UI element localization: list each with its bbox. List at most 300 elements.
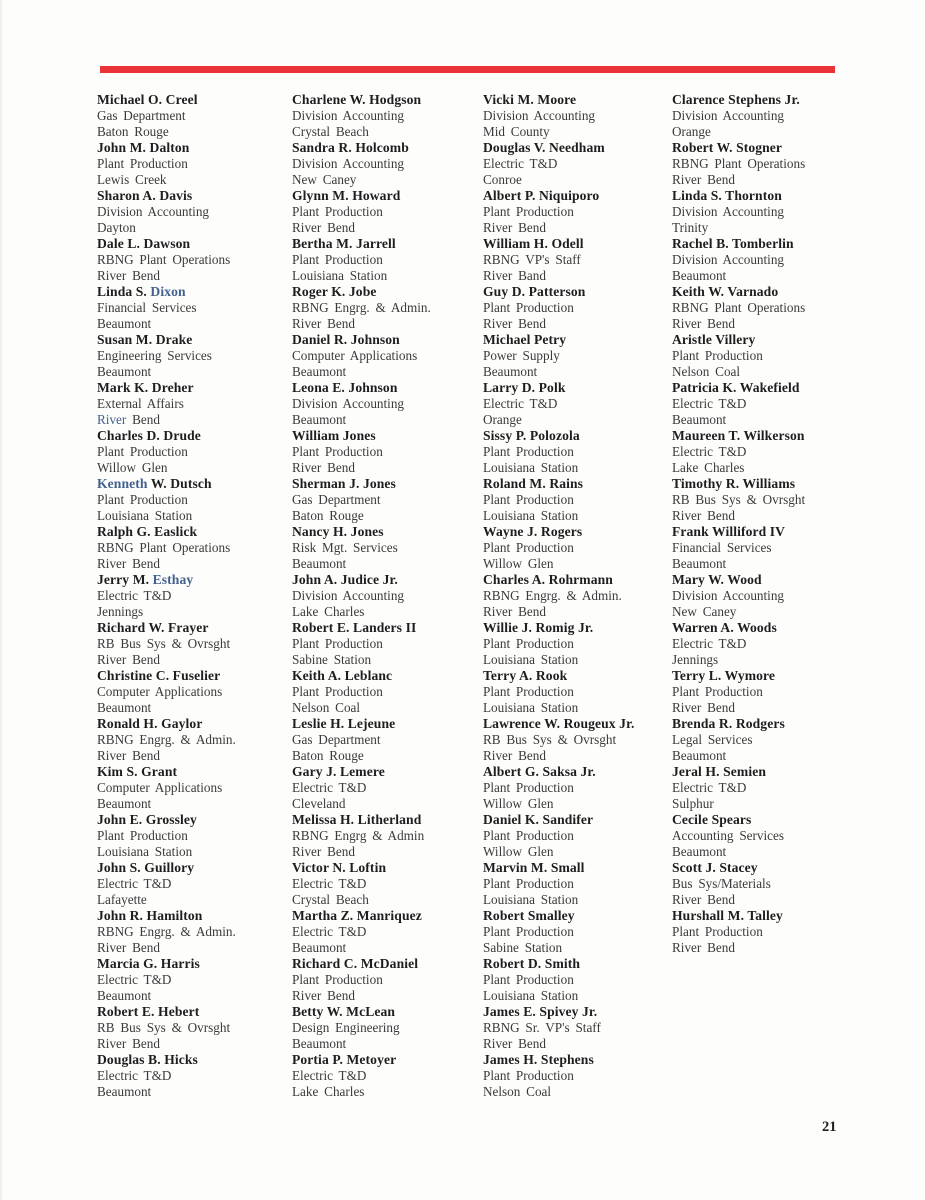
employee-name: Daniel R. Johnson (292, 332, 400, 347)
employee-department: Plant Production (483, 828, 574, 843)
employee-name: Gary J. Lemere (292, 764, 385, 779)
directory-entry (672, 572, 857, 620)
employee-department: Gas Department (292, 492, 381, 507)
employee-location: Jennings (97, 604, 144, 619)
employee-name: John S. Guillory (97, 860, 195, 875)
employee-department: Electric T&D (97, 1068, 172, 1083)
employee-name: Ralph G. Easlick (97, 524, 198, 539)
employee-department: RBNG Engrg. & Admin. (97, 732, 236, 747)
directory-entry (672, 428, 857, 476)
employee-department: Electric T&D (292, 924, 367, 939)
employee-location: River Bend (672, 172, 735, 187)
directory-entry (97, 524, 282, 572)
employee-department: Division Accounting (672, 204, 785, 219)
employee-name: Bertha M. Jarrell (292, 236, 396, 251)
directory-entry (292, 812, 473, 860)
directory-entry (97, 620, 282, 668)
employee-directory (97, 92, 867, 1100)
employee-name: Scott J. Stacey (672, 860, 758, 875)
directory-entry (97, 668, 282, 716)
directory-entry (292, 380, 473, 428)
employee-name: Sharon A. Davis (97, 188, 193, 203)
directory-entry (483, 956, 662, 1004)
employee-department: RBNG Engrg & Admin (292, 828, 425, 843)
employee-name: Sandra R. Holcomb (292, 140, 409, 155)
employee-location: River Bend (97, 652, 160, 667)
employee-name: Larry D. Polk (483, 380, 566, 395)
employee-department: RBNG Engrg. & Admin. (97, 924, 236, 939)
directory-entry (292, 572, 473, 620)
employee-location: River Bend (483, 748, 546, 763)
directory-entry (483, 188, 662, 236)
employee-location: River Bend (672, 508, 735, 523)
employee-name: Keith W. Varnado (672, 284, 779, 299)
employee-name: Douglas B. Hicks (97, 1052, 198, 1067)
employee-department: Division Accounting (672, 588, 785, 603)
employee-department: Gas Department (292, 732, 381, 747)
directory-entry (483, 524, 662, 572)
employee-location: Crystal Beach (292, 892, 369, 907)
employee-name: William H. Odell (483, 236, 584, 251)
employee-location: Beaumont (672, 412, 727, 427)
directory-entry (97, 1052, 282, 1100)
tinted-word: Kenneth (97, 476, 148, 491)
employee-location: Sabine Station (292, 652, 372, 667)
employee-location: River Bend (672, 700, 735, 715)
directory-entry (292, 284, 473, 332)
employee-location: Lake Charles (672, 460, 745, 475)
employee-name: Glynn M. Howard (292, 188, 401, 203)
directory-entry (483, 140, 662, 188)
employee-department: Plant Production (483, 1068, 574, 1083)
employee-name: Marcia G. Harris (97, 956, 200, 971)
employee-location: River Bend (97, 1036, 160, 1051)
directory-entry (97, 380, 282, 428)
employee-name: Victor N. Loftin (292, 860, 387, 875)
employee-department: External Affairs (97, 396, 184, 411)
employee-name: Terry A. Rook (483, 668, 568, 683)
employee-department: Plant Production (483, 636, 574, 651)
employee-name: Albert G. Saksa Jr. (483, 764, 596, 779)
employee-location: Orange (672, 124, 711, 139)
employee-department: Plant Production (483, 540, 574, 555)
employee-department: Electric T&D (292, 1068, 367, 1083)
employee-name: Sherman J. Jones (292, 476, 396, 491)
top-red-rule (100, 66, 835, 73)
employee-name: Douglas V. Needham (483, 140, 605, 155)
directory-entry (672, 92, 857, 140)
directory-entry (97, 860, 282, 908)
employee-location: Beaumont (292, 940, 347, 955)
directory-entry (97, 572, 282, 620)
employee-department: Engineering Services (97, 348, 212, 363)
employee-name: James H. Stephens (483, 1052, 594, 1067)
directory-entry (672, 668, 857, 716)
directory-entry (483, 92, 662, 140)
directory-entry (292, 332, 473, 380)
employee-name: Cecile Spears (672, 812, 752, 827)
employee-location: River Bend (483, 220, 546, 235)
directory-entry (292, 476, 473, 524)
directory-entry (672, 764, 857, 812)
employee-department: Computer Applications (292, 348, 418, 363)
employee-location: Willow Glen (483, 796, 554, 811)
employee-department: Division Accounting (97, 204, 210, 219)
directory-entry (483, 380, 662, 428)
directory-entry (292, 1004, 473, 1052)
directory-entry (483, 908, 662, 956)
employee-department: Plant Production (97, 444, 188, 459)
employee-location: Willow Glen (483, 844, 554, 859)
directory-entry (292, 1052, 473, 1100)
tinted-word: Esthay (152, 572, 194, 587)
directory-entry (292, 764, 473, 812)
employee-location: Crystal Beach (292, 124, 369, 139)
employee-location: Jennings (672, 652, 719, 667)
employee-department: RBNG Engrg. & Admin. (483, 588, 622, 603)
employee-department: Division Accounting (483, 108, 596, 123)
employee-name: Mark K. Dreher (97, 380, 194, 395)
directory-entry (483, 860, 662, 908)
employee-department: Plant Production (483, 924, 574, 939)
employee-department: RBNG Engrg. & Admin. (292, 300, 431, 315)
directory-entry (292, 188, 473, 236)
employee-location: Beaumont (672, 268, 727, 283)
employee-name: Kim S. Grant (97, 764, 178, 779)
directory-entry (672, 860, 857, 908)
employee-location: Conroe (483, 172, 522, 187)
employee-department: Division Accounting (672, 252, 785, 267)
directory-entry (483, 284, 662, 332)
employee-location: Louisiana Station (483, 988, 579, 1003)
employee-department: Accounting Services (672, 828, 784, 843)
employee-department: Electric T&D (292, 780, 367, 795)
employee-name: Mary W. Wood (672, 572, 762, 587)
employee-name: Roger K. Jobe (292, 284, 377, 299)
employee-name: Robert D. Smith (483, 956, 581, 971)
directory-entry (483, 572, 662, 620)
employee-department: Financial Services (97, 300, 197, 315)
employee-name: Christine C. Fuselier (97, 668, 221, 683)
employee-name: Sissy P. Polozola (483, 428, 580, 443)
employee-name: Nancy H. Jones (292, 524, 384, 539)
directory-entry (483, 716, 662, 764)
employee-location: Lake Charles (292, 1084, 365, 1099)
employee-name: Martha Z. Manriquez (292, 908, 422, 923)
employee-name: Michael O. Creel (97, 92, 198, 107)
employee-name: James E. Spivey Jr. (483, 1004, 598, 1019)
directory-column-1 (97, 92, 292, 1100)
employee-department: RB Bus Sys & Ovrsght (672, 492, 806, 507)
employee-name: Marvin M. Small (483, 860, 585, 875)
employee-department: Electric T&D (292, 876, 367, 891)
tinted-word: River (97, 412, 127, 427)
directory-entry (97, 764, 282, 812)
employee-department: Plant Production (672, 684, 763, 699)
directory-entry (483, 812, 662, 860)
employee-department: Electric T&D (483, 156, 558, 171)
directory-entry (292, 716, 473, 764)
directory-entry (97, 956, 282, 1004)
employee-name: Robert E. Landers II (292, 620, 417, 635)
directory-entry (292, 908, 473, 956)
employee-location: Beaumont (97, 796, 152, 811)
employee-department: Plant Production (672, 924, 763, 939)
employee-location: River Bend (672, 316, 735, 331)
employee-name: Charles D. Drude (97, 428, 201, 443)
employee-name: Kenneth W. Dutsch (97, 476, 212, 491)
employee-location: Mid County (483, 124, 550, 139)
employee-name: Michael Petry (483, 332, 567, 347)
employee-department: Division Accounting (292, 396, 405, 411)
directory-entry (672, 620, 857, 668)
employee-location: River Bend (292, 844, 355, 859)
directory-entry (483, 1052, 662, 1100)
directory-entry (292, 140, 473, 188)
employee-department: Electric T&D (672, 636, 747, 651)
employee-name: Terry L. Wymore (672, 668, 776, 683)
employee-department: Plant Production (483, 780, 574, 795)
employee-location: River Bend (97, 268, 160, 283)
directory-entry (483, 332, 662, 380)
employee-department: Plant Production (292, 444, 383, 459)
employee-department: Plant Production (292, 252, 383, 267)
employee-location: Baton Rouge (292, 508, 364, 523)
employee-name: Willie J. Romig Jr. (483, 620, 594, 635)
employee-name: Robert E. Hebert (97, 1004, 200, 1019)
employee-department: Gas Department (97, 108, 186, 123)
page-number: 21 (822, 1119, 837, 1135)
employee-department: Plant Production (292, 684, 383, 699)
employee-department: Design Engineering (292, 1020, 400, 1035)
directory-entry (672, 380, 857, 428)
employee-department: Plant Production (292, 204, 383, 219)
employee-name: Charlene W. Hodgson (292, 92, 422, 107)
employee-name: Jeral H. Semien (672, 764, 766, 779)
employee-location: Louisiana Station (292, 268, 388, 283)
directory-column-2 (292, 92, 483, 1100)
employee-name: Robert W. Stogner (672, 140, 783, 155)
employee-location: Baton Rouge (97, 124, 169, 139)
directory-entry (292, 956, 473, 1004)
employee-department: Power Supply (483, 348, 560, 363)
employee-department: Plant Production (483, 492, 574, 507)
employee-location: Nelson Coal (483, 1084, 552, 1099)
directory-entry (97, 284, 282, 332)
employee-name: Dale L. Dawson (97, 236, 191, 251)
employee-name: John R. Hamilton (97, 908, 203, 923)
employee-name: Aristle Villery (672, 332, 756, 347)
employee-name: Daniel K. Sandifer (483, 812, 594, 827)
employee-department: Plant Production (483, 972, 574, 987)
employee-location: Beaumont (672, 748, 727, 763)
employee-location: River Bend (483, 316, 546, 331)
employee-name: Vicki M. Moore (483, 92, 577, 107)
employee-department: RBNG Sr. VP's Staff (483, 1020, 601, 1035)
employee-location: River Band (483, 268, 546, 283)
directory-entry (97, 332, 282, 380)
employee-location: River Bend (483, 1036, 546, 1051)
employee-location: Beaumont (292, 364, 347, 379)
employee-name: Jerry M. Esthay (97, 572, 194, 587)
employee-location: Willow Glen (483, 556, 554, 571)
employee-location: Beaumont (97, 988, 152, 1003)
employee-location: Trinity (672, 220, 709, 235)
directory-entry (97, 1004, 282, 1052)
employee-name: Albert P. Niquiporo (483, 188, 600, 203)
employee-name: Brenda R. Rodgers (672, 716, 785, 731)
employee-location: River Bend (672, 892, 735, 907)
directory-entry (672, 716, 857, 764)
employee-department: Plant Production (483, 876, 574, 891)
employee-name: Warren A. Woods (672, 620, 777, 635)
directory-entry (292, 524, 473, 572)
employee-department: RBNG Plant Operations (672, 156, 806, 171)
directory-entry (97, 476, 282, 524)
employee-department: Division Accounting (672, 108, 785, 123)
employee-department: Electric T&D (97, 972, 172, 987)
employee-location: Beaumont (97, 1084, 152, 1099)
directory-entry (672, 908, 857, 956)
employee-name: Melissa H. Litherland (292, 812, 422, 827)
directory-column-3 (483, 92, 672, 1100)
employee-location: Beaumont (292, 1036, 347, 1051)
employee-name: Robert Smalley (483, 908, 575, 923)
employee-location: Louisiana Station (483, 892, 579, 907)
directory-entry (97, 812, 282, 860)
employee-name: Maureen T. Wilkerson (672, 428, 805, 443)
employee-location: Nelson Coal (292, 700, 361, 715)
employee-name: Frank Williford IV (672, 524, 786, 539)
employee-location: Nelson Coal (672, 364, 741, 379)
employee-department: Plant Production (292, 972, 383, 987)
directory-entry (97, 428, 282, 476)
directory-entry (483, 236, 662, 284)
directory-entry (672, 140, 857, 188)
employee-location: Sabine Station (483, 940, 563, 955)
directory-entry (292, 860, 473, 908)
employee-location: River Bend (292, 316, 355, 331)
employee-name: Patricia K. Wakefield (672, 380, 800, 395)
employee-location: Beaumont (97, 364, 152, 379)
directory-entry (97, 716, 282, 764)
employee-location: Beaumont (292, 556, 347, 571)
employee-name: Guy D. Patterson (483, 284, 586, 299)
employee-location: River Bend (97, 556, 160, 571)
employee-location: Lake Charles (292, 604, 365, 619)
directory-entry (483, 428, 662, 476)
employee-location: Sulphur (672, 796, 714, 811)
employee-department: Risk Mgt. Services (292, 540, 398, 555)
employee-department: Plant Production (97, 156, 188, 171)
employee-name: Clarence Stephens Jr. (672, 92, 800, 107)
employee-department: Electric T&D (672, 396, 747, 411)
employee-location: Cleveland (292, 796, 346, 811)
employee-department: RB Bus Sys & Ovrsght (97, 1020, 231, 1035)
directory-entry (672, 524, 857, 572)
tinted-word: Dixon (150, 284, 186, 299)
employee-location: Beaumont (97, 316, 152, 331)
employee-location: Baton Rouge (292, 748, 364, 763)
directory-entry (292, 236, 473, 284)
employee-name: John A. Judice Jr. (292, 572, 398, 587)
employee-location: River Bend (97, 940, 160, 955)
directory-column-4 (672, 92, 867, 1100)
employee-location: River Bend (672, 940, 735, 955)
employee-department: Plant Production (97, 492, 188, 507)
employee-location: Willow Glen (97, 460, 168, 475)
employee-department: Legal Services (672, 732, 753, 747)
employee-location: River Bend (97, 412, 160, 427)
employee-department: Plant Production (97, 828, 188, 843)
employee-department: Division Accounting (292, 156, 405, 171)
employee-location: Beaumont (672, 556, 727, 571)
employee-name: Rachel B. Tomberlin (672, 236, 794, 251)
employee-location: River Bend (292, 220, 355, 235)
employee-location: River Bend (292, 988, 355, 1003)
employee-name: Ronald H. Gaylor (97, 716, 203, 731)
employee-department: Division Accounting (292, 108, 405, 123)
directory-entry (672, 188, 857, 236)
directory-entry (97, 92, 282, 140)
employee-location: New Caney (292, 172, 357, 187)
employee-department: RBNG Plant Operations (97, 252, 231, 267)
employee-department: RB Bus Sys & Ovrsght (483, 732, 617, 747)
employee-name: John M. Dalton (97, 140, 190, 155)
employee-department: Bus Sys/Materials (672, 876, 771, 891)
employee-name: Richard C. McDaniel (292, 956, 419, 971)
employee-name: Linda S. Dixon (97, 284, 186, 299)
employee-department: Plant Production (672, 348, 763, 363)
employee-name: Keith A. Leblanc (292, 668, 393, 683)
directory-entry (292, 620, 473, 668)
directory-entry (483, 764, 662, 812)
employee-name: Leslie H. Lejeune (292, 716, 396, 731)
directory-entry (483, 1004, 662, 1052)
employee-location: Beaumont (483, 364, 538, 379)
employee-name: Linda S. Thornton (672, 188, 782, 203)
employee-department: Plant Production (292, 636, 383, 651)
employee-location: Beaumont (97, 700, 152, 715)
directory-entry (672, 236, 857, 284)
employee-location: Beaumont (292, 412, 347, 427)
employee-department: Division Accounting (292, 588, 405, 603)
directory-entry (97, 188, 282, 236)
employee-location: Louisiana Station (483, 508, 579, 523)
employee-location: Orange (483, 412, 522, 427)
employee-location: Louisiana Station (97, 844, 193, 859)
directory-entry (672, 284, 857, 332)
directory-entry (483, 476, 662, 524)
employee-location: River Bend (483, 604, 546, 619)
employee-department: Financial Services (672, 540, 772, 555)
employee-name: John E. Grossley (97, 812, 197, 827)
directory-entry (672, 332, 857, 380)
employee-department: Plant Production (483, 684, 574, 699)
employee-location: Beaumont (672, 844, 727, 859)
directory-entry (483, 620, 662, 668)
employee-name: Wayne J. Rogers (483, 524, 583, 539)
employee-location: Lafayette (97, 892, 147, 907)
directory-entry (672, 812, 857, 860)
employee-location: Lewis Creek (97, 172, 167, 187)
directory-entry (483, 668, 662, 716)
directory-entry (97, 236, 282, 284)
directory-entry (292, 92, 473, 140)
employee-location: River Bend (292, 460, 355, 475)
employee-name: Charles A. Rohrmann (483, 572, 613, 587)
employee-department: Electric T&D (97, 876, 172, 891)
